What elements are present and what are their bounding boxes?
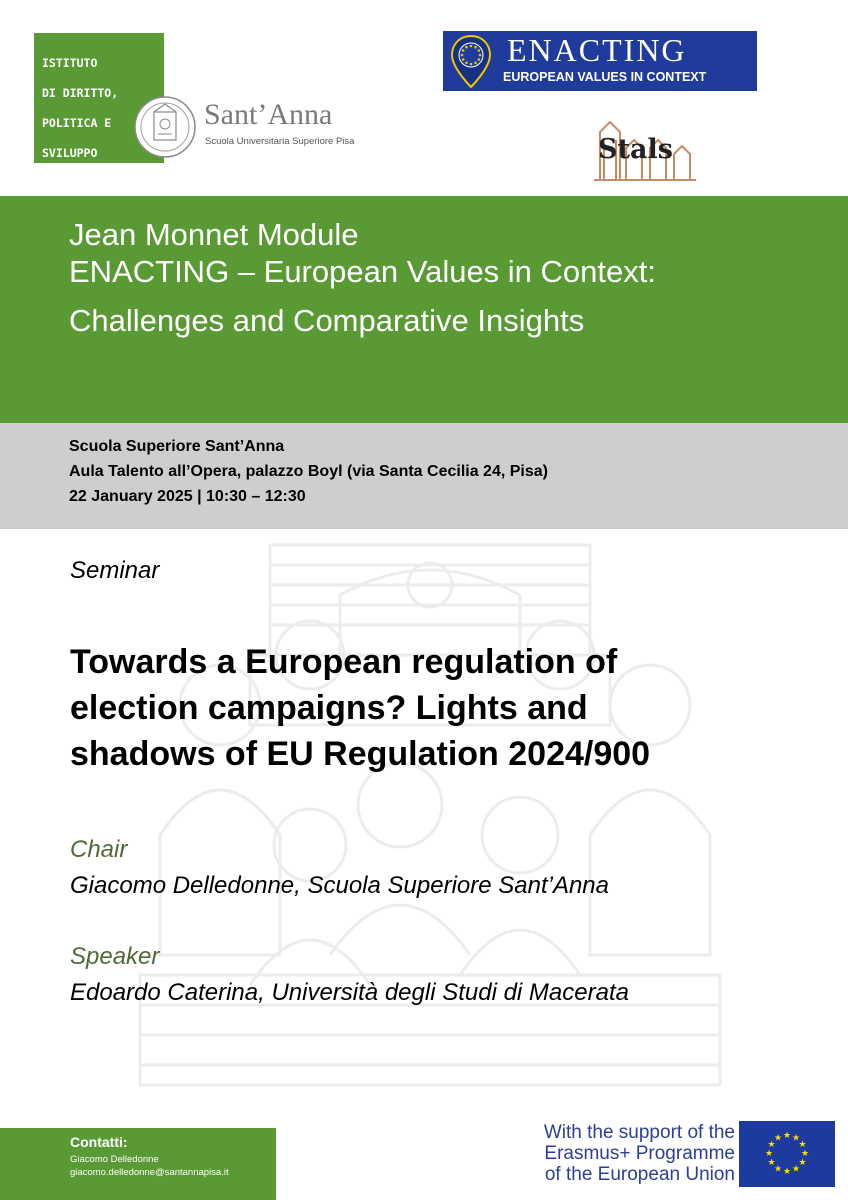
enacting-subtitle: EUROPEAN VALUES IN CONTEXT xyxy=(503,70,707,84)
idps-line-1: ISTITUTO xyxy=(42,56,98,70)
svg-text:★: ★ xyxy=(767,1140,776,1150)
santanna-logo xyxy=(132,92,372,162)
contact-name: Giacomo Delledonne xyxy=(70,1154,159,1165)
svg-text:★: ★ xyxy=(798,1140,807,1150)
talk-title-line-2: election campaigns? Lights and xyxy=(70,689,588,727)
svg-text:★: ★ xyxy=(773,1133,783,1144)
idps-line-2: DI DIRITTO, xyxy=(42,86,119,100)
module-title: Jean Monnet Module xyxy=(69,217,359,252)
svg-text:★: ★ xyxy=(791,1164,801,1175)
svg-text:★: ★ xyxy=(764,1149,774,1159)
eu-pin-icon xyxy=(449,34,493,90)
support-line-3: of the European Union xyxy=(544,1164,735,1185)
venue-band xyxy=(0,423,848,529)
eu-flag-icon xyxy=(739,1121,835,1187)
eu-stars-icon xyxy=(739,1121,835,1187)
talk-title-line-3: shadows of EU Regulation 2024/900 xyxy=(70,735,651,773)
venue-datetime: 22 January 2025 | 10:30 – 12:30 xyxy=(69,488,306,505)
chair-name: Giacomo Delledonne, Scuola Superiore Sant’Anna xyxy=(70,872,610,899)
module-subtitle: ENACTING – European Values in Context: xyxy=(69,254,656,289)
svg-text:★: ★ xyxy=(782,1167,792,1177)
watermark-illustration xyxy=(100,535,760,1095)
erasmus-support-text xyxy=(525,1122,735,1185)
idps-line-3: POLITICA E xyxy=(42,116,112,130)
svg-text:★: ★ xyxy=(767,1158,776,1168)
chair-label: Chair xyxy=(70,836,128,863)
stals-logo xyxy=(590,118,730,182)
svg-text:★: ★ xyxy=(791,1133,801,1144)
enacting-logo xyxy=(443,31,757,91)
event-type: Seminar xyxy=(70,557,160,584)
speaker-label: Speaker xyxy=(70,943,160,970)
talk-title-line-1: Towards a European regulation of xyxy=(70,643,618,681)
svg-text:★: ★ xyxy=(800,1149,810,1159)
svg-text:★: ★ xyxy=(782,1131,792,1141)
support-line-2: Erasmus+ Programme xyxy=(544,1143,735,1164)
contact-email[interactable]: giacomo.delledonne@santannapisa.it xyxy=(70,1167,229,1178)
stals-word: Stals xyxy=(598,134,673,165)
title-band xyxy=(0,196,848,423)
svg-text:★: ★ xyxy=(798,1158,807,1168)
contacts-box xyxy=(0,1128,276,1200)
svg-text:★: ★ xyxy=(773,1164,783,1175)
contacts-title: Contatti: xyxy=(70,1134,128,1150)
enacting-title: ENACTING xyxy=(507,32,687,68)
module-subtitle-2: Challenges and Comparative Insights xyxy=(69,303,585,338)
support-line-1: With the support of the xyxy=(543,1122,735,1143)
speaker-name: Edoardo Caterina, Università degli Studi di Macerata xyxy=(70,979,629,1006)
santanna-subtitle: Scuola Universitaria Superiore Pisa xyxy=(205,136,355,147)
santanna-seal-icon xyxy=(132,94,198,160)
venue-institution: Scuola Superiore Sant’Anna xyxy=(69,438,285,455)
venue-room: Aula Talento all’Opera, palazzo Boyl (via Santa Cecilia 24, Pisa) xyxy=(69,463,548,480)
santanna-name: Sant’Anna xyxy=(204,98,333,131)
idps-line-4: SVILUPPO xyxy=(42,146,98,160)
